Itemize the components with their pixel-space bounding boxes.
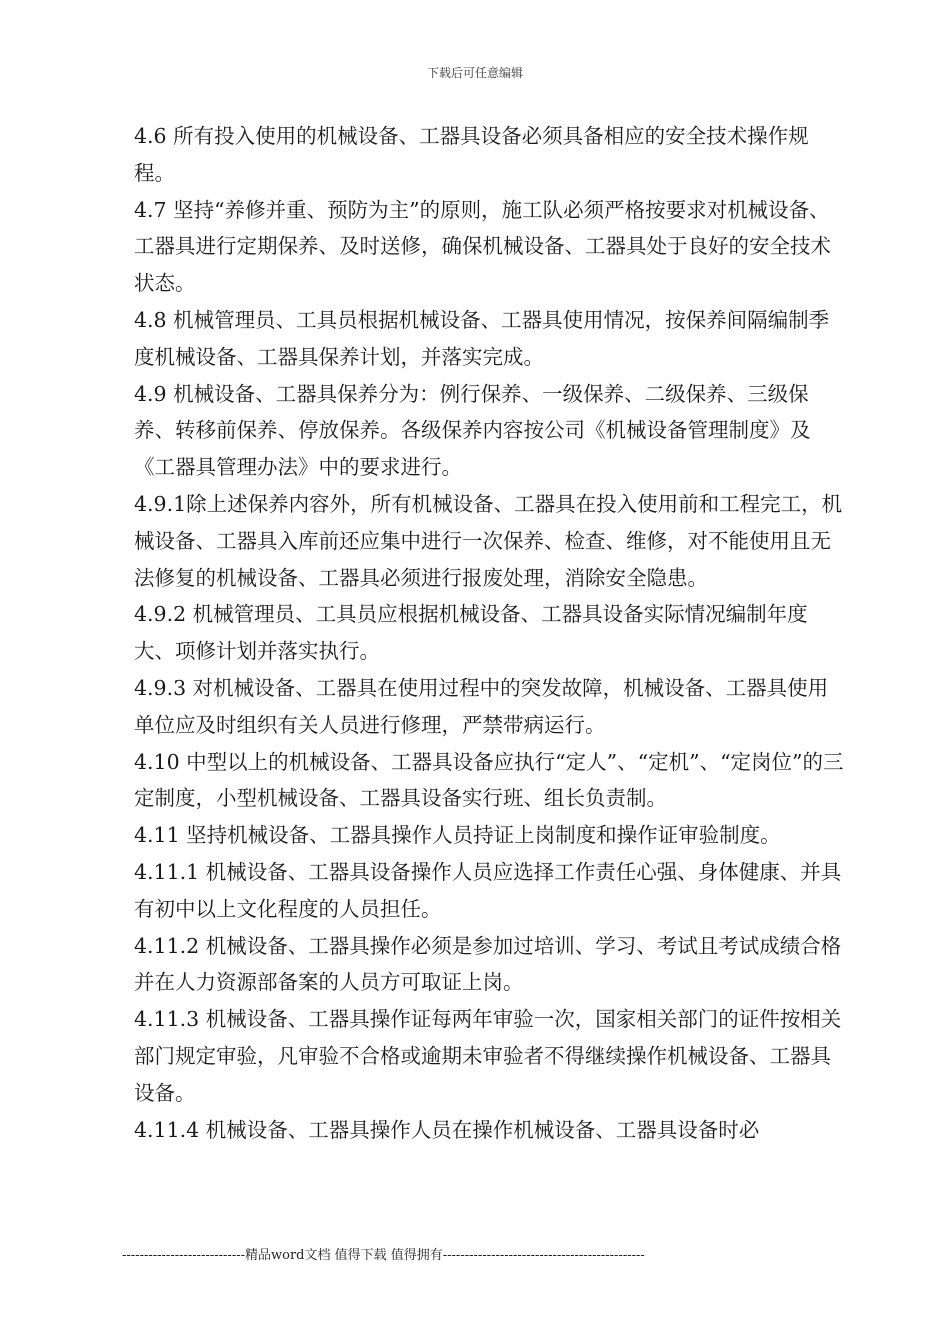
paragraph-4-11-2: 4.11.2 机械设备、工器具操作必须是参加过培训、学习、考试且考试成绩合格并在人力资源部备案的人员方可取证上岗。 xyxy=(134,933,842,995)
paragraph-4-11-3: 4.11.3 机械设备、工器具操作证每两年审验一次，国家相关部门的证件按相关部门规定审验，凡审验不合格或逾期未审验者不得继续操作机械设备、工器具设备。 xyxy=(134,1007,842,1105)
paragraph-4-11: 4.11 坚持机械设备、工器具操作人员持证上岗制度和操作证审验制度。 xyxy=(134,823,781,848)
page-footer: ----------------------------精品word文档 值得下载 值得拥有---------------------------------------------- xyxy=(122,1248,645,1263)
paragraph-4-11-1: 4.11.1 机械设备、工器具设备操作人员应选择工作责任心强、身体健康、并具有初中以上文化程度的人员担任。 xyxy=(134,859,842,921)
paragraph-4-6: 4.6 所有投入使用的机械设备、工器具设备必须具备相应的安全技术操作规程。 xyxy=(134,124,809,185)
paragraph-4-10: 4.10 中型以上的机械设备、工器具设备应执行“定人”、“定机”、“定岗位”的三定制度，小型机械设备、工器具设备实行班、组长负责制。 xyxy=(134,749,844,811)
paragraph-4-9-3: 4.9.3 对机械设备、工器具在使用过程中的突发故障，机械设备、工器具使用单位应及时组织有关人员进行修理，严禁带病运行。 xyxy=(134,675,829,737)
page-header: 下载后可任意编辑 xyxy=(426,66,523,80)
paragraph-4-7: 4.7 坚持“养修并重、预防为主”的原则，施工队必须严格按要求对机械设备、工器具进行定期保养、及时送修，确保机械设备、工器具处于良好的安全技术状态。 xyxy=(134,197,831,296)
paragraph-4-9-2: 4.9.2 机械管理员、工具员应根据机械设备、工器具设备实际情况编制年度大、项修计划并落实执行。 xyxy=(134,602,808,664)
document-body xyxy=(134,118,844,1148)
paragraph-4-9: 4.9 机械设备、工器具保养分为：例行保养、一级保养、二级保养、三级保养、转移前保养、停放保养。各级保养内容按公司《机械设备管理制度》及《工器具管理办法》中的要求进行。 xyxy=(134,381,811,480)
paragraph-4-8: 4.8 机械管理员、工具员根据机械设备、工器具使用情况，按保养间隔编制季度机械设备、工器具保养计划，并落实完成。 xyxy=(134,307,830,369)
paragraph-4-11-4: 4.11.4 机械设备、工器具操作人员在操作机械设备、工器具设备时必 xyxy=(134,1117,760,1142)
paragraph-4-9-1: 4.9.1除上述保养内容外，所有机械设备、工器具在投入使用前和工程完工，机械设备、工器具入库前还应集中进行一次保养、检查、维修，对不能使用且无法修复的机械设备、工器具必须进行报废处理，消除安全隐患。 xyxy=(134,491,843,590)
